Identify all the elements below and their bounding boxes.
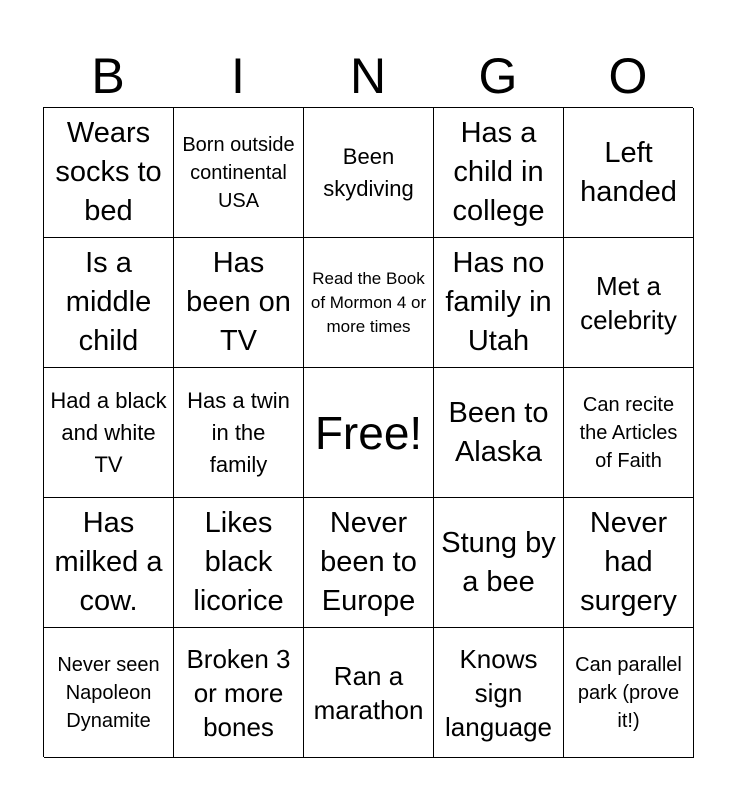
cell-text: Knows sign language — [445, 643, 552, 742]
bingo-cell[interactable] — [434, 628, 564, 758]
cell-text: Can parallel park (prove it!) — [575, 653, 682, 732]
cell-text: Broken 3 or more bones — [186, 643, 291, 742]
header-letter-n: N — [349, 48, 387, 104]
header-letter-g: G — [478, 48, 518, 104]
bingo-cell[interactable] — [44, 108, 174, 238]
bingo-cell[interactable] — [434, 498, 564, 628]
cell-text: Is a middle child — [65, 247, 152, 357]
header-letter-i: I — [231, 48, 245, 104]
cell-text: Been to Alaska — [448, 396, 549, 468]
bingo-cell[interactable] — [174, 628, 304, 758]
bingo-cell[interactable] — [434, 368, 564, 498]
bingo-cell[interactable] — [174, 108, 304, 238]
bingo-cell[interactable] — [564, 628, 694, 758]
bingo-cell[interactable] — [304, 498, 434, 628]
cell-text: Has milked a cow. — [54, 507, 163, 617]
bingo-card-grid — [43, 107, 693, 757]
cell-text: Never seen Napoleon Dynamite — [57, 653, 160, 732]
cell-text: Had a black and white TV — [50, 387, 167, 477]
cell-text: Born outside continental USA — [182, 133, 295, 212]
cell-text: Met a celebrity — [580, 270, 677, 335]
bingo-cell[interactable] — [44, 368, 174, 498]
free-space-cell[interactable] — [304, 368, 434, 498]
cell-text: Read the Book of Mormon 4 or more times — [310, 268, 427, 336]
cell-text: Never been to Europe — [320, 507, 417, 617]
bingo-cell[interactable] — [304, 238, 434, 368]
header-letter-b: B — [91, 48, 125, 104]
bingo-cell[interactable] — [564, 498, 694, 628]
bingo-header — [43, 46, 693, 106]
cell-text: Free! — [314, 406, 423, 459]
cell-text: Wears socks to bed — [55, 117, 162, 227]
cell-text: Has a twin in the family — [187, 387, 290, 477]
bingo-cell[interactable] — [44, 498, 174, 628]
bingo-cell[interactable] — [564, 238, 694, 368]
cell-text: Stung by a bee — [441, 526, 556, 598]
cell-text: Left handed — [580, 136, 677, 208]
bingo-cell[interactable] — [564, 108, 694, 238]
bingo-cell[interactable] — [174, 368, 304, 498]
bingo-cell[interactable] — [174, 498, 304, 628]
cell-text: Has a child in college — [452, 117, 545, 227]
bingo-cell[interactable] — [434, 238, 564, 368]
header-letter-o: O — [608, 48, 648, 104]
bingo-cell[interactable] — [44, 238, 174, 368]
cell-text: Can recite the Articles of Faith — [579, 393, 678, 472]
bingo-cell[interactable] — [304, 628, 434, 758]
bingo-cell[interactable] — [44, 628, 174, 758]
cell-text: Likes black licorice — [193, 507, 284, 617]
cell-text: Never had surgery — [580, 507, 677, 617]
bingo-cell[interactable] — [174, 238, 304, 368]
bingo-cell[interactable] — [434, 108, 564, 238]
cell-text: Has no family in Utah — [445, 247, 552, 357]
cell-text: Has been on TV — [186, 247, 291, 357]
bingo-cell[interactable] — [304, 108, 434, 238]
bingo-cell[interactable] — [564, 368, 694, 498]
cell-text: Ran a marathon — [313, 660, 424, 725]
cell-text: Been skydiving — [323, 143, 414, 201]
